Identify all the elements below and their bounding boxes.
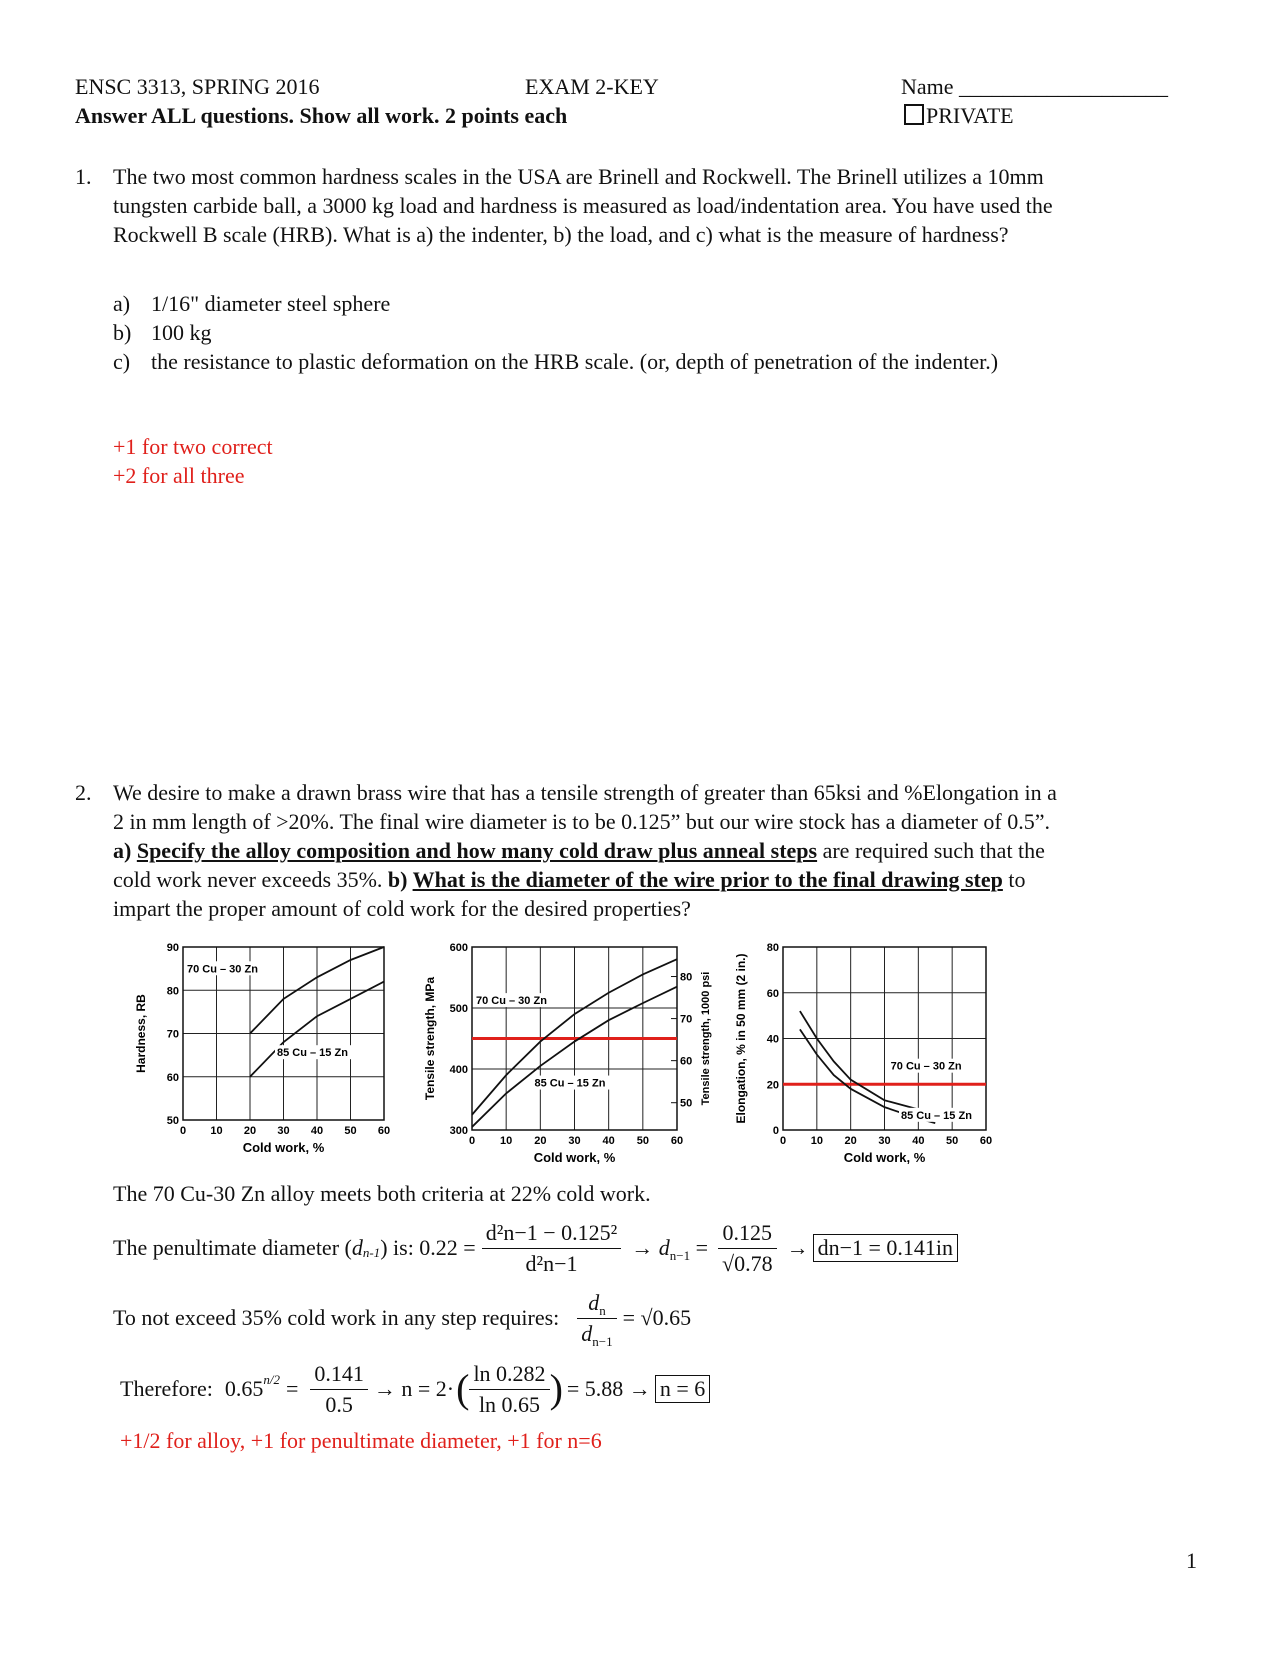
n-answer: n = 6 [655, 1375, 710, 1403]
y-tick-label: 80 [166, 985, 179, 998]
q2-line-1: We desire to make a drawn brass wire that has a tensile strength of greater than 65ksi and %Elongation in a [113, 780, 1057, 805]
y-tick-label: 400 [449, 1064, 468, 1076]
y-tick-label: 600 [449, 942, 468, 954]
private-checkbox [904, 104, 924, 125]
q2-line-3: a) Specify the alloy composition and how many cold draw plus anneal steps are required such that the [113, 838, 1045, 863]
charts-panel [0, 930, 1280, 1170]
q2-part-a-emphasis: Specify the alloy composition and how many cold draw plus anneal steps [136, 838, 818, 863]
q1-answer-b: b) 100 kg [113, 320, 212, 345]
q2-part-b-emphasis: What is the diameter of the wire prior to the final drawing step [412, 867, 1003, 892]
y-tick-label: 70 [166, 1028, 179, 1041]
x-tick-label: 20 [844, 1135, 857, 1147]
q2-result: The 70 Cu-30 Zn alloy meets both criteria at 22% cold work. [113, 1181, 651, 1206]
series-label: 85 Cu – 15 Zn [277, 1047, 348, 1060]
q1-grading-line-2: +2 for all three [113, 463, 245, 488]
x-tick-label: 0 [468, 1135, 476, 1147]
penultimate-equation: The penultimate diameter ( d n-1 ) is: 0.22 = $\frac{\text{d²n−1 − 0.125²}}{\text{d²n−1}}$ → $d_{n-1}$ = $\frac{0.125}{√0.78}$ → dn−1 = 0.141in [113, 1213, 958, 1283]
q1-grading-line-1: +1 for two correct [113, 434, 273, 459]
y-tick-label: 50 [166, 1115, 179, 1127]
right-tick-label: 70 [680, 1013, 693, 1026]
q2-line-4: cold work never exceeds 35%. b) What is the diameter of the wire prior to the final drawing step to [113, 867, 1026, 892]
q2-grading: +1/2 for alloy, +1 for penultimate diameter, +1 for n=6 [120, 1428, 602, 1453]
x-tick-label: 40 [912, 1135, 925, 1147]
q1-line-2: tungsten carbide ball, a 3000 kg load and hardness is measured as load/indentation area. You have used the [113, 193, 1053, 218]
y-axis-label: Elongation, % in 50 mm (2 in.) [734, 953, 748, 1124]
q1-answer-a: a) 1/16" diameter steel sphere [113, 291, 391, 316]
q1-answers [113, 289, 998, 376]
y-tick-label: 0 [772, 1125, 779, 1137]
x-tick-label: 0 [179, 1125, 187, 1137]
y-tick-label: 60 [166, 1071, 179, 1084]
y-tick-label: 90 [166, 942, 179, 954]
q1-line-1: The two most common hardness scales in the USA are Brinell and Rockwell. The Brinell utilizes a 10mm [113, 164, 1044, 189]
x-tick-label: 40 [310, 1125, 324, 1137]
penultimate-answer: dn−1 = 0.141in [813, 1234, 958, 1262]
x-axis-label: Cold work, % [242, 1140, 325, 1155]
series-label: 70 Cu – 30 Zn [187, 963, 258, 976]
x-tick-label: 20 [534, 1135, 547, 1147]
right-tick-label: 60 [680, 1055, 693, 1068]
x-tick-label: 10 [500, 1135, 513, 1147]
right-axis-label: Tensile strength, 1000 psi [700, 971, 712, 1106]
y-tick-label: 80 [766, 942, 779, 954]
y-tick-label: 500 [449, 1003, 468, 1015]
penultimate-fraction: $\frac{\text{d²n−1 − 0.125²}}{\text{d²n−1}}$ [482, 1220, 622, 1277]
q2-text [113, 778, 1057, 923]
x-tick-label: 60 [979, 1135, 993, 1147]
x-tick-label: 60 [377, 1125, 391, 1137]
tensile-strength-chart [423, 942, 712, 1165]
elongation-chart [734, 942, 992, 1165]
x-tick-label: 30 [878, 1135, 891, 1147]
course-title: ENSC 3313, SPRING 2016 [75, 74, 320, 99]
q1-number: 1. [75, 164, 92, 189]
q2-line-5: impart the proper amount of cold work for the desired properties? [113, 896, 691, 921]
hardness-chart [134, 942, 390, 1155]
y-axis-label: Tensile strength, MPa [423, 976, 437, 1101]
x-tick-label: 40 [602, 1135, 615, 1147]
q1-text [113, 162, 1053, 249]
y-tick-label: 20 [766, 1079, 779, 1092]
y-tick-label: 300 [449, 1125, 468, 1137]
y-tick-label: 60 [766, 987, 779, 1000]
x-tick-label: 30 [277, 1125, 290, 1137]
private-option [904, 103, 1014, 129]
x-tick-label: 10 [210, 1125, 223, 1137]
series-label: 85 Cu – 15 Zn [901, 1109, 972, 1122]
x-tick-label: 30 [568, 1135, 581, 1147]
x-tick-label: 60 [670, 1135, 684, 1147]
name-field: Name ___________________ [901, 74, 1169, 99]
x-tick-label: 50 [946, 1135, 959, 1147]
therefore-equation: Therefore: 0.65 n/2 = $\frac{0.141}{0.5}$ → n = 2· ( $\frac{\ln 0.282}{\ln 0.65}$ ) = 5.88 → n = 6 [120, 1356, 710, 1422]
x-tick-label: 10 [810, 1135, 823, 1147]
right-tick-label: 50 [680, 1097, 693, 1110]
x-tick-label: 50 [636, 1135, 649, 1147]
q2-line-2: 2 in mm length of >20%. The final wire diameter is to be 0.125” but our wire stock has a diameter of 0.5”. [113, 809, 1050, 834]
page-number: 1 [1186, 1548, 1197, 1573]
q1-line-3: Rockwell B scale (HRB). What is a) the indenter, b) the load, and c) what is the measure of hardness? [113, 222, 1009, 247]
x-axis-label: Cold work, % [533, 1150, 616, 1165]
series-label: 85 Cu – 15 Zn [534, 1077, 606, 1090]
series-label: 70 Cu – 30 Zn [890, 1060, 962, 1073]
instructions: Answer ALL questions. Show all work. 2 points each [75, 103, 568, 128]
q1-grading [113, 432, 273, 490]
y-tick-label: 40 [766, 1033, 779, 1046]
x-axis-label: Cold work, % [843, 1150, 926, 1165]
q2-number: 2. [75, 780, 92, 805]
exam-title: EXAM 2-KEY [525, 74, 659, 99]
x-tick-label: 50 [344, 1125, 357, 1137]
x-tick-label: 20 [243, 1125, 257, 1137]
private-label: PRIVATE [926, 103, 1014, 128]
series-label: 70 Cu – 30 Zn [476, 995, 547, 1008]
right-tick-label: 80 [680, 971, 693, 984]
penultimate-solution-fraction: $\frac{0.125}{√0.78}$ [718, 1220, 777, 1277]
step-requirement: To not exceed 35% cold work in any step requires: $\frac{d_n}{d_{n-1}}$ = √0.65 [113, 1289, 692, 1349]
y-axis-label: Hardness, RB [134, 994, 148, 1073]
x-tick-label: 0 [779, 1135, 787, 1147]
q1-answer-c: c) the resistance to plastic deformation on the HRB scale. (or, depth of penetration of the indenter.) [113, 349, 999, 374]
